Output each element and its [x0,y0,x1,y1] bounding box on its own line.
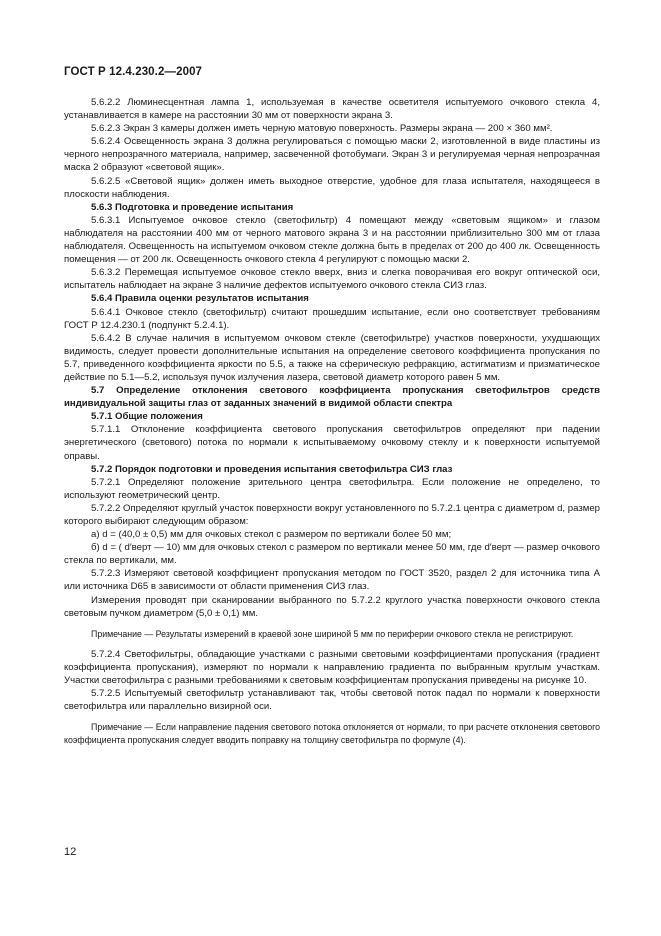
note: Примечание — Результаты измерений в краевой зоне шириной 5 мм по периферии очкового стекла не регистрируют. [91,628,574,639]
note: Примечание — Если направление падения светового потока отклоняется от нормали, то при расчете отклонения светового коэффициента пропускания следует вводить поправку на толщину светофильтра по формуле (4). [64,722,600,745]
list-item: а) d = (40,0 ± 0,5) мм для очковых стекол с размером по вертикали более 50 мм; [91,529,452,541]
paragraph: 5.6.2.3 Экран 3 камеры должен иметь черную матовую поверхность. Размеры экрана — 200 × 360 мм². [91,123,553,135]
paragraph: 5.6.3.1 Испытуемое очковое стекло (светофильтр) 4 помещают между «световым ящиком» и глазом наблюдателя на расстоянии 400 мм от черного матового экрана 3 и на расстоянии приблизительно 300 мм от глаза наблюдателя. Освещенность на испытуемом очковом стекле должна быть в пределах от 200 до 400 лк. Освещенность помещения — от 200 лк. Освещенность очкового стекла 4 регулируют с помощью маски 2. [64,214,600,266]
paragraph: 5.6.4.1 Очковое стекло (светофильтр) считают прошедшим испытание, если оно соответствует требованиям ГОСТ Р 12.4.230.1 (подпункт 5.2.4.1). [64,306,600,331]
paragraph: 5.7.2.4 Светофильтры, обладающие участками с разными световыми коэффициентами пропускания (градиент коэффициента пропускания), измеряют по нормали к направлению градиента по выбранным круглым участкам. Участки светофильтра с разными требованиями к световым коэффициентам пропускания приведены на рисунке 10. [64,648,600,687]
paragraph: 5.6.2.2 Люминесцентная лампа 1, используемая в качестве осветителя испытуемого очкового стекла 4, устанавливается в камере на расстоянии 30 мм от поверхности экрана 3. [64,97,600,122]
page-number: 12 [64,846,77,858]
paragraph: 5.7.2.1 Определяют положение зрительного центра светофильтра. Если положение не определено, то используют геометрический центр. [64,476,600,501]
section-heading: 5.6.3 Подготовка и проведение испытания [91,201,294,213]
document-body [64,96,600,746]
section-heading: 5.7 Определение отклонения светового коэффициента пропускания светофильтров средств индивидуальной защиты глаз от заданных значений в видимой области спектра [64,385,600,410]
section-heading: 5.6.4 Правила оценки результатов испытания [91,293,309,305]
paragraph: 5.6.3.2 Перемещая испытуемое очковое стекло вверх, вниз и слегка поворачивая его вокруг оптической оси, испытатель наблюдает на экране 3 наличие дефектов испытуемого очкового стекла СИЗ глаз. [64,267,600,292]
paragraph: 5.7.1.1 Отклонение коэффициента светового пропускания светофильтров определяют при падении энергетического (светового) потока по нормали к испытываемому очковому стеклу и к поверхности испытуемой оправы. [64,424,600,462]
paragraph: 5.7.2.5 Испытуемый светофильтр устанавливают так, чтобы световой поток падал по нормали к поверхности светофильтра или параллельно визирной оси. [64,688,600,713]
document-header: ГОСТ Р 12.4.230.2—2007 [64,66,203,78]
paragraph: 5.7.2.2 Определяют круглый участок поверхности вокруг установленного по 5.7.2.1 центра с диаметром d, размер которого выбирают следующим образом: [64,502,600,527]
paragraph: 5.6.2.5 «Световой ящик» должен иметь выходное отверстие, удобное для глаза испытателя, находящееся в плоскости наблюдения. [64,175,600,200]
paragraph: 5.7.2.3 Измеряют световой коэффициент пропускания методом по ГОСТ 3520, раздел 2 для источника типа А или источника D65 в зависимости от области применения СИЗ глаз. [64,568,600,593]
paragraph: Измерения проводят при сканировании выбранного по 5.7.2.2 круглого участка поверхности очкового стекла световым пучком диаметром (5,0 ± 0,1) мм. [64,594,600,619]
list-item: б) d = ( d′верт — 10) мм для очковых стекол с размером по вертикали менее 50 мм, где d′верт — размер очкового стекла по вертикали, мм. [64,542,600,567]
paragraph: 5.6.2.4 Освещенность экрана 3 должна регулироваться с помощью маски 2, изготовленной в виде пластины из черного непрозрачного материала, например, засвеченной фотобумаги. Экран 3 и регулируемая черная непрозрачная маска 2 образуют «световой ящик». [64,136,600,174]
paragraph: 5.6.4.2 В случае наличия в испытуемом очковом стекле (светофильтре) участков поверхности, ухудшающих видимость, следует провести дополнительные испытания на определение светового коэффициента пропускания по 5.7, приведенного коэффициента яркости по 5.5, а также на сферическую рефракцию, астигматизм и призматическое действие по 5.1—5.2, используя пучок излучения лазера, световой диаметр которого равен 5 мм. [64,332,600,383]
section-heading: 5.7.1 Общие положения [91,411,203,423]
section-heading: 5.7.2 Порядок подготовки и проведения испытания светофильтра СИЗ глаз [91,463,453,475]
